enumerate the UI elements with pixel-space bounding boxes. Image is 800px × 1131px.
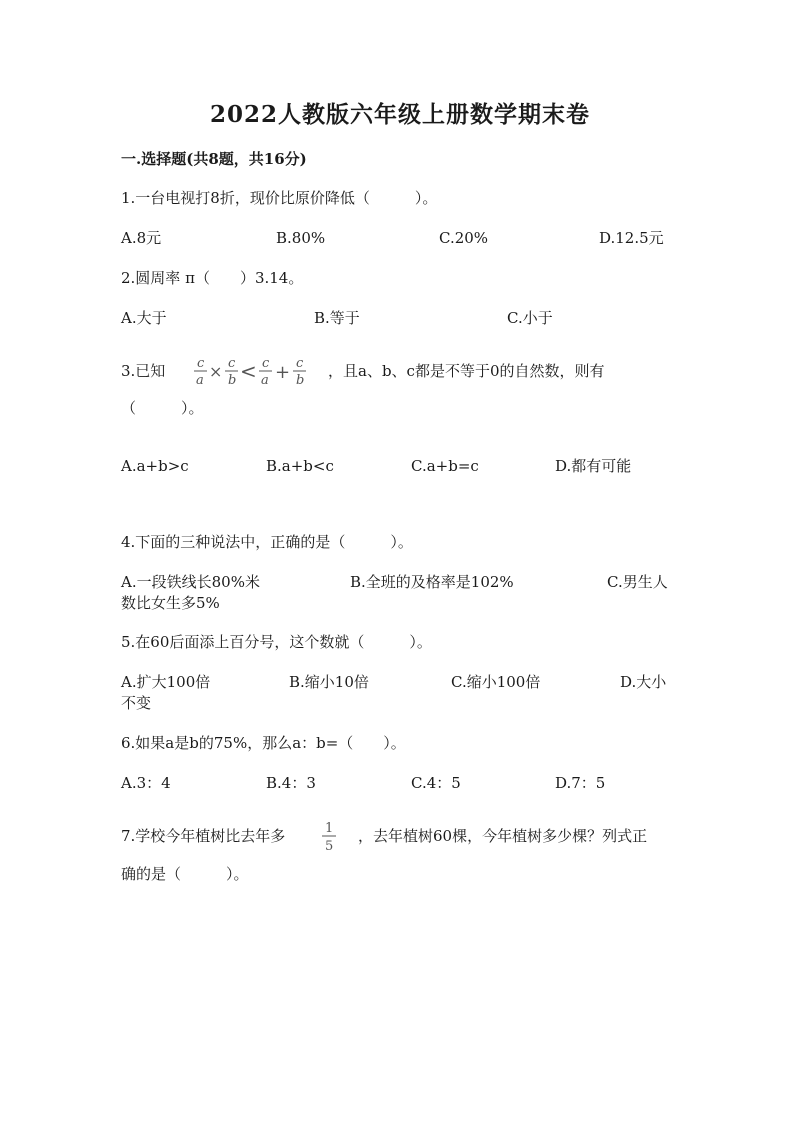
question-3-option-a: A.a+b>c [121,457,189,475]
question-2-stem: 2.圆周率 π（ ）3.14。 [121,269,304,287]
question-1-option-d: D.12.5元 [599,229,664,247]
question-4-option-c: C.男生人 [607,573,668,591]
question-5-option-a: A.扩大100倍 [121,673,211,691]
formula-f4-den: b [296,373,305,388]
question-7-stem-line2: 确的是（ ）。 [121,865,249,883]
question-2-option-b: B.等于 [314,309,360,327]
question-1-option-b: B.80% [276,229,326,247]
formula-times: × [209,362,223,381]
question-4-option-a: A.一段铁线长80%米 [121,573,260,591]
formula-less-than: < [240,359,257,383]
question-3-formula [193,355,311,389]
fraction-numerator: 1 [325,821,334,836]
page-title: 2022人教版六年级上册数学期末卷 [209,101,590,128]
question-5-stem: 5.在60后面添上百分号，这个数就（ ）。 [121,633,432,651]
section-header: 一.选择题(共8题，共16分) [121,150,307,168]
formula-f3-den: a [261,373,269,388]
question-6-option-b: B.4：3 [266,774,316,792]
formula-f3-num: c [262,356,270,371]
formula-f4-num: c [296,356,304,371]
question-3-option-d: D.都有可能 [555,457,632,475]
question-5-option-b: B.缩小10倍 [289,673,369,691]
question-5-option-c: C.缩小100倍 [451,673,541,691]
question-3-option-b: B.a+b<c [266,457,334,475]
question-3-stem-start: 3.已知 [121,362,166,380]
question-1-stem: 1.一台电视打8折，现价比原价降低（ ）。 [121,189,438,207]
formula-f1-num: c [197,356,205,371]
question-4-stem: 4.下面的三种说法中，正确的是（ ）。 [121,533,413,551]
fraction-denominator: 5 [325,839,334,854]
question-3-stem-end: ，且a、b、c都是不等于0的自然数，则有 [328,362,605,380]
question-7-fraction [320,820,338,854]
question-2-option-a: A.大于 [121,309,167,327]
question-6-option-c: C.4：5 [411,774,461,792]
formula-f2-num: c [228,356,236,371]
question-1-option-a: A.8元 [121,229,162,247]
question-6-stem: 6.如果a是b的75%，那么a：b=（ ）。 [121,734,406,752]
question-6-option-a: A.3：4 [121,774,171,792]
question-7-stem-end: ，去年植树60棵，今年植树多少棵？列式正 [358,827,648,845]
formula-plus: + [275,362,291,383]
question-3-stem-line2: （ ）。 [121,399,204,417]
question-4-option-b: B.全班的及格率是102% [350,573,514,591]
question-6-option-d: D.7：5 [555,774,606,792]
question-3-option-c: C.a+b=c [411,457,479,475]
question-5-option-d: D.大小 [620,673,667,691]
question-7-stem-start: 7.学校今年植树比去年多 [121,827,286,845]
formula-f2-den: b [228,373,237,388]
question-4-option-c-continued: 数比女生多5% [121,594,220,612]
question-2-option-c: C.小于 [507,309,553,327]
formula-f1-den: a [196,373,204,388]
question-5-option-d-continued: 不变 [121,694,152,712]
question-1-option-c: C.20% [439,229,489,247]
